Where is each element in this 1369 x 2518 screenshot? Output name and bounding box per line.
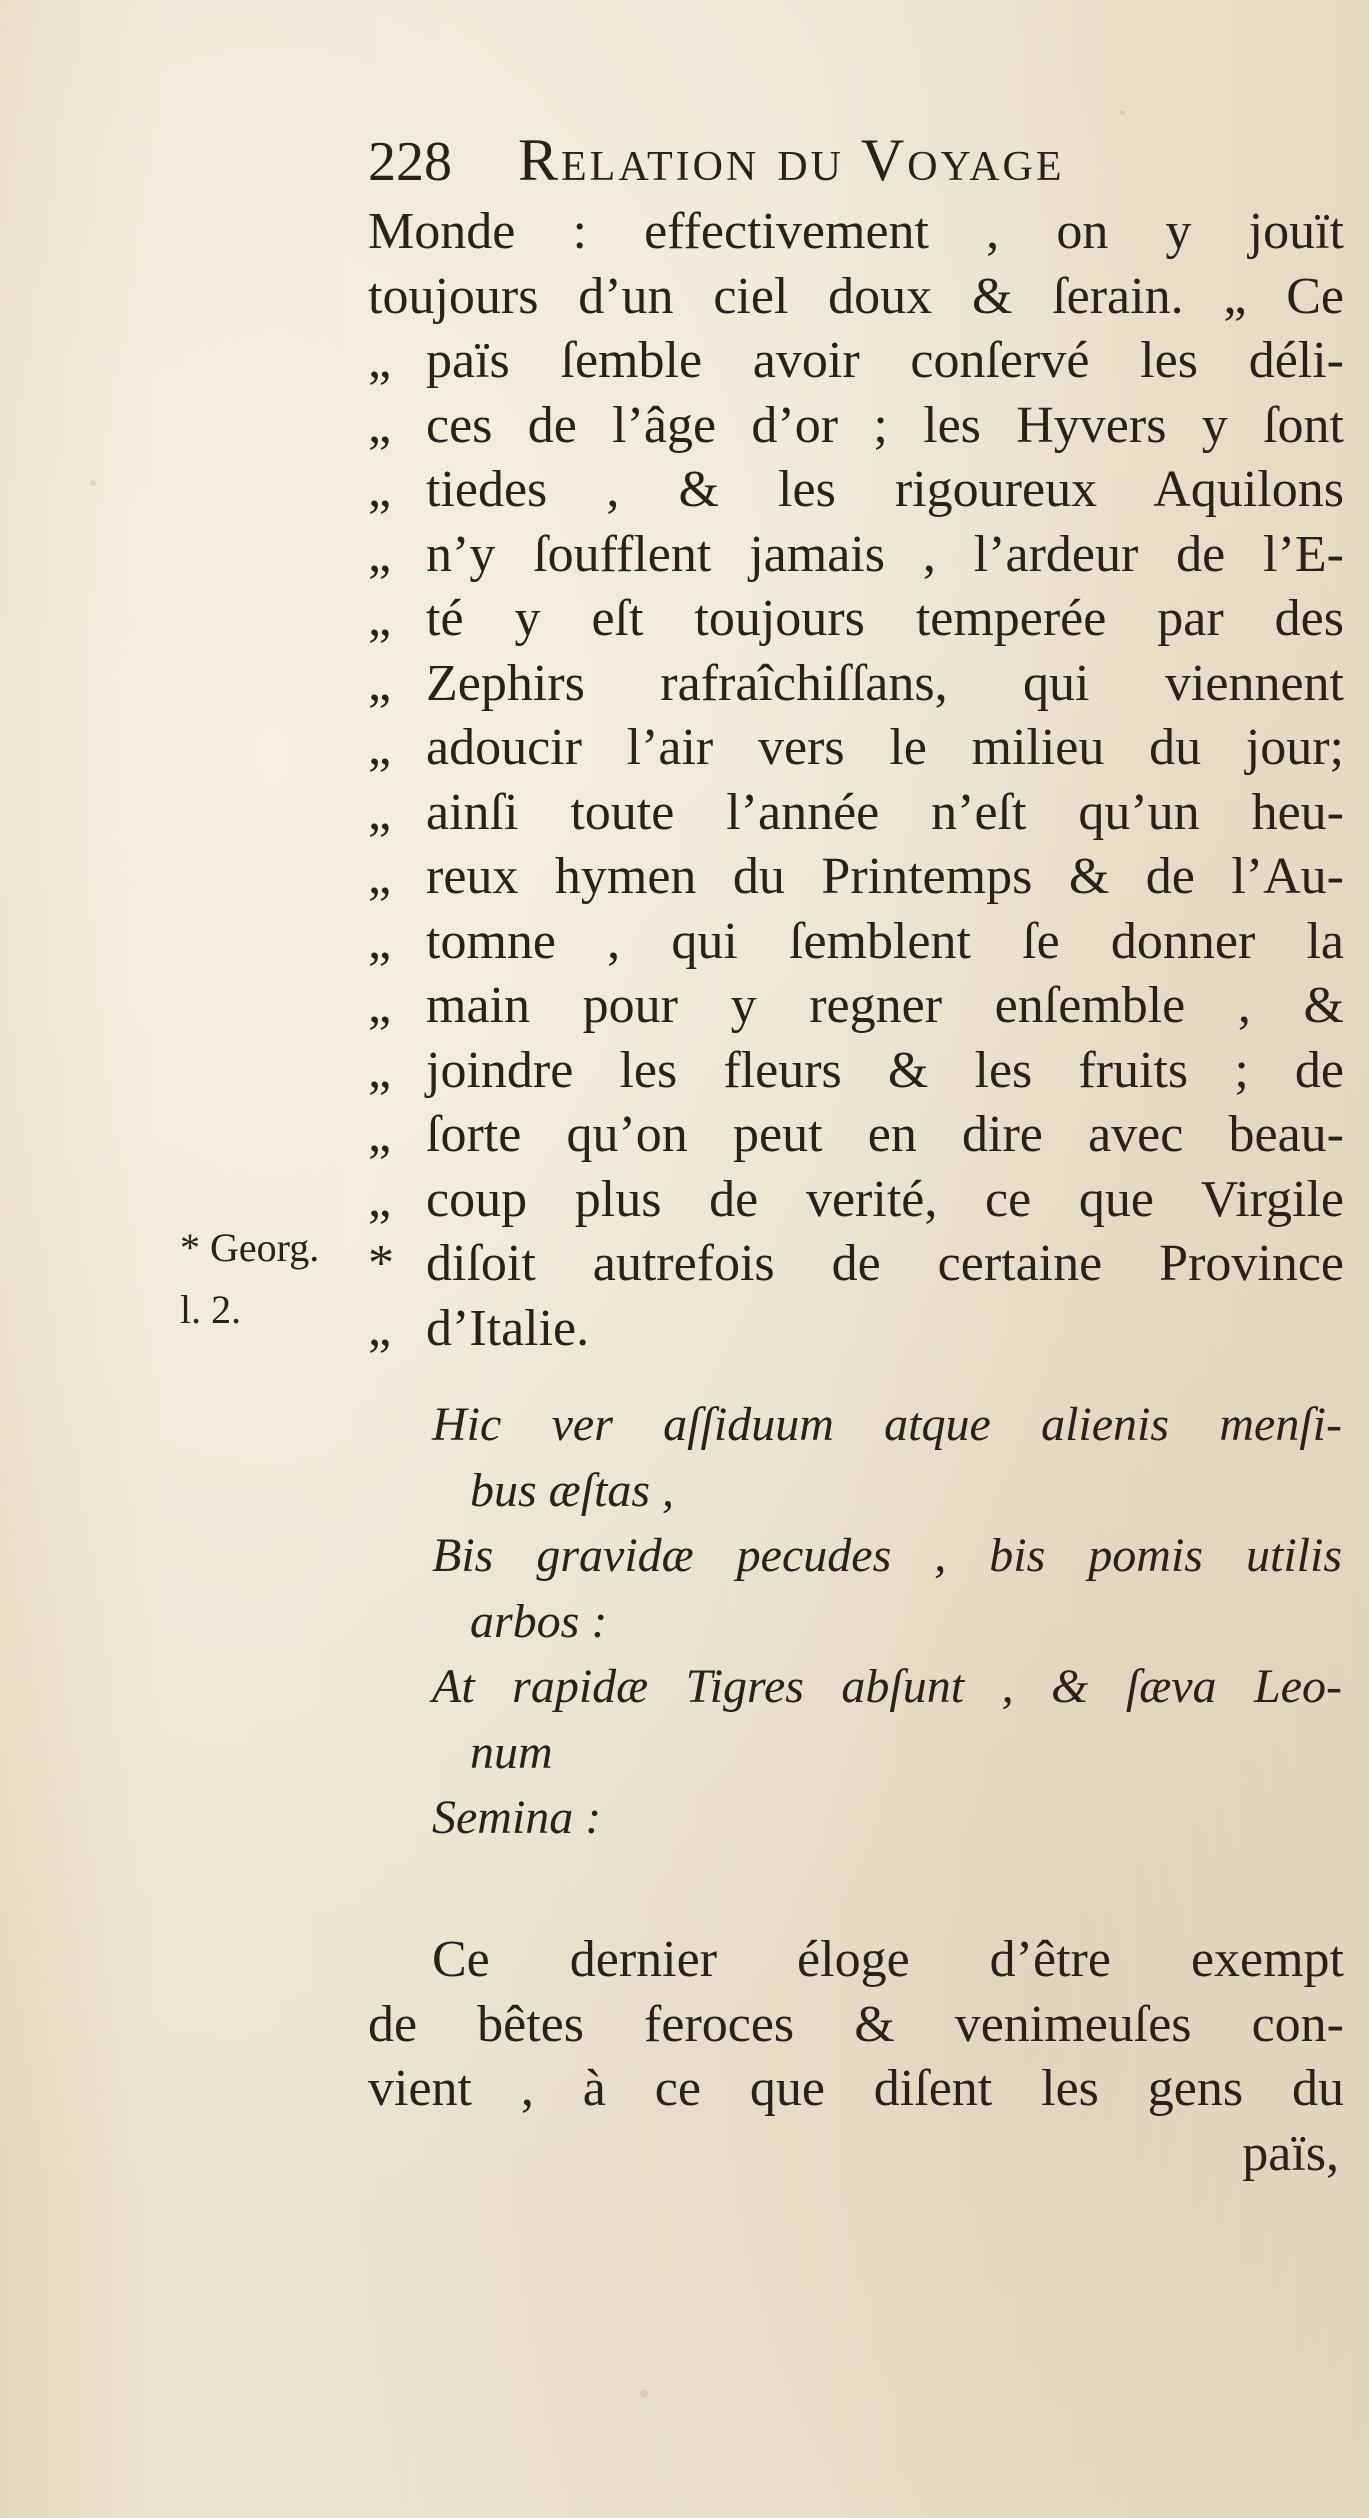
quote-mark: „ <box>368 654 392 712</box>
text-line <box>368 1168 1344 1232</box>
paper-speck <box>640 2390 648 2398</box>
quote-mark: „ <box>368 848 392 905</box>
line-text: Monde : effectivement , on y jouït <box>368 203 1344 260</box>
text-line <box>368 974 1344 1038</box>
text-line <box>368 1297 1344 1361</box>
quote-mark: „ <box>368 1041 392 1099</box>
line-text: diſoit autrefois de certaine Province <box>426 1235 1344 1292</box>
line-text: tomne , qui ſemblent ſe donner la <box>426 912 1344 970</box>
text-line <box>368 910 1344 974</box>
verse-line: At rapidæ Tigres abſunt , & ſæva Leo- <box>432 1660 1342 1713</box>
closing-line: Ce dernier éloge d’être exempt <box>432 1931 1344 1988</box>
text-line <box>368 716 1344 780</box>
line-text: ainſi toute l’année n’eſt qu’un heu- <box>426 783 1344 841</box>
paper-speck <box>1120 110 1125 115</box>
margin-note-book: l. 2. <box>180 1287 242 1332</box>
quote-mark: „ <box>368 590 392 647</box>
paper-speck <box>90 480 96 486</box>
line-text: ſorte qu’on peut en dire avec beau- <box>426 1106 1344 1163</box>
quote-mark: „ <box>368 719 392 776</box>
quote-mark: „ <box>368 525 392 583</box>
text-line <box>368 523 1344 587</box>
line-text: adoucir l’air vers le milieu du jour; <box>426 719 1344 776</box>
closing-line: de bêtes feroces & venimeuſes con- <box>368 1995 1344 2053</box>
catchword: païs, <box>1242 2125 1339 2182</box>
line-text: tiedes , & les rigoureux Aquilons <box>426 461 1344 518</box>
quote-mark: „ <box>368 461 392 518</box>
text-line <box>368 587 1344 651</box>
quote-mark: „ <box>368 1106 392 1163</box>
quote-mark: „ <box>368 783 392 841</box>
line-text: reux hymen du Printemps & de l’Au- <box>426 848 1344 905</box>
text-line <box>368 1232 1344 1296</box>
text-line <box>368 394 1344 458</box>
verse-line: Bis gravidæ pecudes , bis pomis utilis <box>432 1529 1342 1582</box>
line-text: toujours d’un ciel doux & ſerain. „ Ce <box>368 267 1344 325</box>
verse-line: arbos : <box>470 1594 608 1648</box>
running-title: Relation du Voyage <box>518 127 1065 193</box>
text-line <box>368 845 1344 909</box>
verse-line: Hic ver aſſiduum atque alienis menſi- <box>432 1398 1342 1451</box>
quote-mark: „ <box>368 396 392 454</box>
text-line <box>368 652 1344 716</box>
quote-mark: „ <box>368 977 392 1034</box>
verse-line: bus æſtas , <box>470 1463 675 1517</box>
line-text: n’y ſoufflent jamais , l’ardeur de l’E- <box>426 525 1344 583</box>
line-text: Zephirs rafraîchiſſans, qui viennent <box>426 654 1344 712</box>
line-text: d’Italie. <box>426 1299 590 1357</box>
line-text: païs ſemble avoir conſervé les déli- <box>426 332 1344 389</box>
margin-note-ref: * Georg. <box>180 1225 320 1270</box>
line-text: ces de l’âge d’or ; les Hyvers y ſont <box>426 396 1344 454</box>
verse-line: Semina : <box>432 1791 602 1844</box>
line-text: joindre les fleurs & les fruits ; de <box>426 1041 1344 1099</box>
running-header <box>368 120 1348 200</box>
text-line <box>368 458 1344 522</box>
quote-mark: „ <box>368 1170 392 1228</box>
text-line <box>368 200 1344 264</box>
quote-mark: „ <box>368 912 392 970</box>
text-line <box>368 1103 1344 1167</box>
line-text: main pour y regner enſemble , & <box>426 977 1344 1034</box>
text-line <box>368 1039 1344 1103</box>
text-line <box>368 781 1344 845</box>
closing-line: vient , à ce que diſent les gens du <box>368 2060 1344 2117</box>
quote-mark: * <box>368 1235 394 1292</box>
quote-mark: „ <box>368 332 392 389</box>
text-line <box>368 329 1344 393</box>
line-text: coup plus de verité, ce que Virgile <box>426 1170 1344 1228</box>
page-number: 228 <box>368 131 452 193</box>
line-text: té y eſt toujours temperée par des <box>426 590 1344 647</box>
quote-mark: „ <box>368 1299 392 1357</box>
verse-line: num <box>470 1725 553 1779</box>
text-line <box>368 265 1344 329</box>
